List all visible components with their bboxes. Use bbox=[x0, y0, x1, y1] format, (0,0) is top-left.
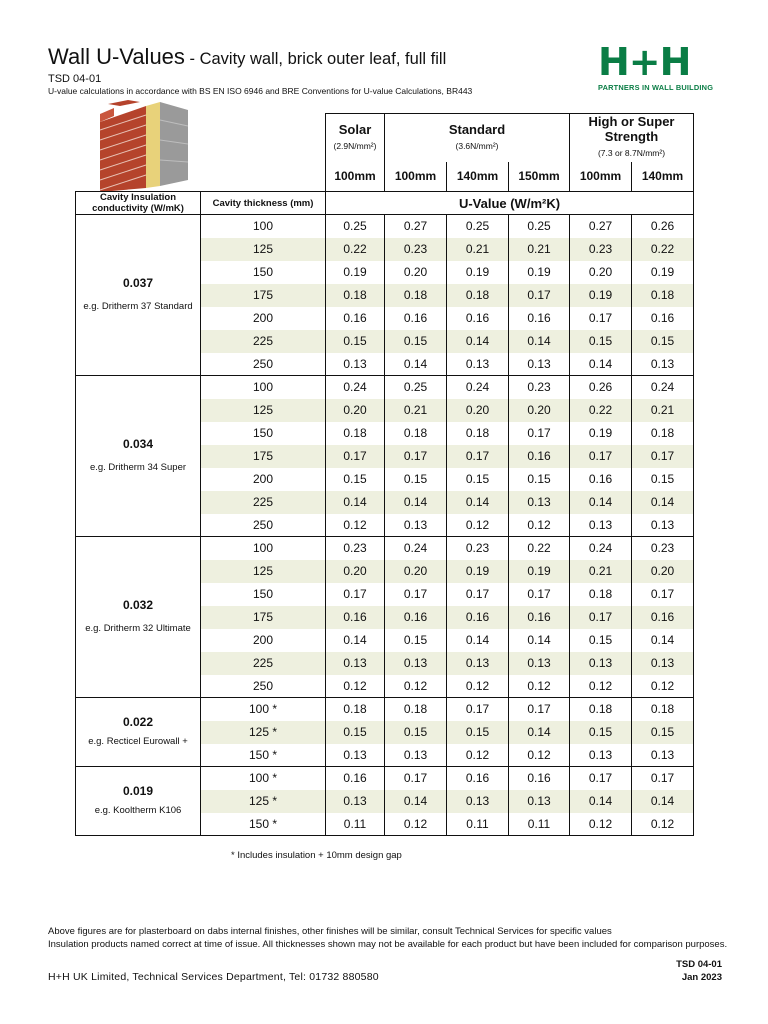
u-value-cell: 0.24 bbox=[326, 376, 385, 399]
insulation-cell bbox=[76, 537, 201, 698]
cavity-thickness: 175 bbox=[201, 445, 326, 468]
u-value-cell: 0.20 bbox=[385, 560, 447, 583]
u-value-cell: 0.23 bbox=[632, 537, 694, 560]
u-value-cell: 0.21 bbox=[385, 399, 447, 422]
u-value-cell: 0.23 bbox=[447, 537, 509, 560]
u-value-cell: 0.22 bbox=[509, 537, 570, 560]
u-value-cell: 0.12 bbox=[509, 744, 570, 767]
cavity-thickness: 150 bbox=[201, 422, 326, 445]
thickness-column-header: Cavity thickness (mm) bbox=[201, 192, 326, 215]
u-value-cell: 0.13 bbox=[326, 790, 385, 813]
u-value-cell: 0.14 bbox=[326, 629, 385, 652]
company-contact: H+H UK Limited, Technical Services Department, Tel: 01732 880580 bbox=[48, 971, 379, 983]
cavity-thickness: 100 * bbox=[201, 698, 326, 721]
u-value-cell: 0.15 bbox=[632, 721, 694, 744]
u-value-header: U-Value (W/m²K) bbox=[326, 192, 694, 215]
u-value-cell: 0.12 bbox=[447, 675, 509, 698]
u-value-cell: 0.17 bbox=[447, 445, 509, 468]
u-value-cell: 0.25 bbox=[326, 215, 385, 238]
u-value-cell: 0.16 bbox=[509, 767, 570, 790]
cavity-thickness: 225 bbox=[201, 491, 326, 514]
u-value-cell: 0.27 bbox=[385, 215, 447, 238]
cavity-thickness: 200 bbox=[201, 629, 326, 652]
u-value-cell: 0.12 bbox=[447, 514, 509, 537]
u-value-cell: 0.14 bbox=[447, 629, 509, 652]
u-value-cell: 0.12 bbox=[326, 514, 385, 537]
u-value-cell: 0.15 bbox=[632, 468, 694, 491]
u-value-cell: 0.14 bbox=[632, 790, 694, 813]
u-value-cell: 0.25 bbox=[509, 215, 570, 238]
u-value-cell: 0.16 bbox=[632, 606, 694, 629]
u-value-cell: 0.17 bbox=[385, 583, 447, 606]
u-value-cell: 0.13 bbox=[632, 514, 694, 537]
u-value-cell: 0.15 bbox=[447, 468, 509, 491]
u-value-cell: 0.18 bbox=[326, 284, 385, 307]
u-value-cell: 0.24 bbox=[385, 537, 447, 560]
u-value-table bbox=[75, 113, 694, 836]
u-value-cell: 0.16 bbox=[632, 307, 694, 330]
u-value-cell: 0.13 bbox=[447, 652, 509, 675]
u-value-cell: 0.14 bbox=[326, 491, 385, 514]
u-value-cell: 0.16 bbox=[509, 606, 570, 629]
u-value-cell: 0.23 bbox=[509, 376, 570, 399]
u-value-cell: 0.19 bbox=[570, 422, 632, 445]
group-header-high-strength: High or Super Strength (7.3 or 8.7N/mm²) bbox=[570, 114, 694, 162]
note-products: Insulation products named correct at time of issue. All thicknesses shown may not be available for each product but have been included for comparison purposes. bbox=[48, 939, 728, 950]
u-value-cell: 0.13 bbox=[326, 744, 385, 767]
u-value-cell: 0.18 bbox=[385, 422, 447, 445]
u-value-cell: 0.15 bbox=[385, 468, 447, 491]
logo-tagline: PARTNERS IN WALL BUILDING bbox=[598, 83, 714, 92]
u-value-cell: 0.12 bbox=[509, 514, 570, 537]
u-value-cell: 0.18 bbox=[447, 284, 509, 307]
u-value-cell: 0.15 bbox=[509, 468, 570, 491]
u-value-cell: 0.12 bbox=[509, 675, 570, 698]
u-value-cell: 0.18 bbox=[385, 698, 447, 721]
u-value-cell: 0.14 bbox=[385, 491, 447, 514]
cavity-thickness: 150 bbox=[201, 261, 326, 284]
thickness-header: 140mm bbox=[632, 162, 694, 192]
cavity-thickness: 125 bbox=[201, 560, 326, 583]
u-value-cell: 0.14 bbox=[385, 353, 447, 376]
u-value-cell: 0.14 bbox=[385, 790, 447, 813]
u-value-cell: 0.14 bbox=[509, 330, 570, 353]
u-value-cell: 0.13 bbox=[385, 652, 447, 675]
u-value-cell: 0.23 bbox=[385, 238, 447, 261]
u-value-cell: 0.16 bbox=[570, 468, 632, 491]
u-value-cell: 0.19 bbox=[632, 261, 694, 284]
u-value-cell: 0.12 bbox=[326, 675, 385, 698]
insulation-example: e.g. Dritherm 37 Standard bbox=[83, 301, 193, 312]
u-value-cell: 0.17 bbox=[509, 284, 570, 307]
standards-note: U-value calculations in accordance with BS EN ISO 6946 and BRE Conventions for U-value Calculations, BR443 bbox=[48, 86, 473, 96]
table-row bbox=[76, 698, 694, 721]
group-header-standard: Standard (3.6N/mm²) bbox=[385, 114, 570, 162]
u-value-cell: 0.20 bbox=[385, 261, 447, 284]
u-value-cell: 0.18 bbox=[447, 422, 509, 445]
u-value-cell: 0.15 bbox=[570, 721, 632, 744]
cavity-thickness: 125 * bbox=[201, 790, 326, 813]
u-value-cell: 0.12 bbox=[447, 744, 509, 767]
u-value-cell: 0.12 bbox=[570, 813, 632, 836]
document-reference bbox=[640, 959, 722, 984]
u-value-cell: 0.27 bbox=[570, 215, 632, 238]
u-value-cell: 0.12 bbox=[632, 675, 694, 698]
u-value-cell: 0.13 bbox=[632, 652, 694, 675]
cavity-thickness: 225 bbox=[201, 330, 326, 353]
u-value-cell: 0.19 bbox=[509, 261, 570, 284]
u-value-cell: 0.20 bbox=[509, 399, 570, 422]
u-value-cell: 0.24 bbox=[570, 537, 632, 560]
u-value-cell: 0.15 bbox=[447, 721, 509, 744]
u-value-cell: 0.17 bbox=[447, 583, 509, 606]
u-value-cell: 0.15 bbox=[570, 330, 632, 353]
u-value-cell: 0.18 bbox=[326, 698, 385, 721]
thickness-header: 100mm bbox=[570, 162, 632, 192]
u-value-cell: 0.11 bbox=[447, 813, 509, 836]
u-value-cell: 0.23 bbox=[326, 537, 385, 560]
insulation-example: e.g. Kooltherm K106 bbox=[94, 805, 182, 816]
u-value-cell: 0.13 bbox=[570, 514, 632, 537]
insulation-cell bbox=[76, 376, 201, 537]
u-value-cell: 0.21 bbox=[509, 238, 570, 261]
cavity-thickness: 125 bbox=[201, 399, 326, 422]
u-value-cell: 0.25 bbox=[385, 376, 447, 399]
u-value-cell: 0.16 bbox=[447, 767, 509, 790]
cavity-thickness: 250 bbox=[201, 675, 326, 698]
u-value-cell: 0.18 bbox=[632, 422, 694, 445]
conductivity-value: 0.022 bbox=[122, 715, 154, 729]
u-value-cell: 0.18 bbox=[632, 284, 694, 307]
cavity-thickness: 100 bbox=[201, 537, 326, 560]
u-value-cell: 0.13 bbox=[447, 790, 509, 813]
u-value-cell: 0.15 bbox=[326, 330, 385, 353]
conductivity-value: 0.019 bbox=[122, 784, 154, 798]
u-value-cell: 0.21 bbox=[632, 399, 694, 422]
u-value-cell: 0.17 bbox=[509, 583, 570, 606]
cavity-thickness: 175 bbox=[201, 284, 326, 307]
u-value-cell: 0.14 bbox=[570, 353, 632, 376]
document-code: TSD 04-01 bbox=[48, 73, 102, 85]
u-value-cell: 0.19 bbox=[447, 560, 509, 583]
hh-logo bbox=[598, 40, 722, 96]
u-value-cell: 0.16 bbox=[326, 767, 385, 790]
u-value-cell: 0.15 bbox=[326, 468, 385, 491]
cavity-thickness: 100 bbox=[201, 215, 326, 238]
u-value-cell: 0.18 bbox=[570, 583, 632, 606]
conductivity-value: 0.032 bbox=[122, 598, 154, 612]
u-value-cell: 0.13 bbox=[509, 353, 570, 376]
u-value-cell: 0.19 bbox=[509, 560, 570, 583]
u-value-cell: 0.15 bbox=[385, 721, 447, 744]
u-value-cell: 0.21 bbox=[570, 560, 632, 583]
u-value-cell: 0.12 bbox=[570, 675, 632, 698]
conductivity-value: 0.037 bbox=[122, 276, 154, 290]
doc-date: Jan 2023 bbox=[681, 971, 722, 983]
u-value-cell: 0.17 bbox=[632, 767, 694, 790]
u-value-cell: 0.25 bbox=[447, 215, 509, 238]
logo-mark: H+H bbox=[598, 40, 691, 84]
u-value-cell: 0.13 bbox=[326, 353, 385, 376]
u-value-cell: 0.15 bbox=[385, 330, 447, 353]
u-value-cell: 0.14 bbox=[632, 629, 694, 652]
u-value-cell: 0.24 bbox=[447, 376, 509, 399]
u-value-cell: 0.14 bbox=[570, 790, 632, 813]
note-finishes: Above figures are for plasterboard on dabs internal finishes, other finishes will be similar, consult Technical Services for specific values bbox=[48, 926, 612, 937]
cavity-thickness: 100 bbox=[201, 376, 326, 399]
cavity-thickness: 175 bbox=[201, 606, 326, 629]
u-value-cell: 0.16 bbox=[326, 606, 385, 629]
u-value-cell: 0.12 bbox=[385, 813, 447, 836]
u-value-cell: 0.15 bbox=[570, 629, 632, 652]
u-value-cell: 0.22 bbox=[632, 238, 694, 261]
u-value-cell: 0.18 bbox=[326, 422, 385, 445]
u-value-cell: 0.15 bbox=[632, 330, 694, 353]
u-value-cell: 0.18 bbox=[632, 698, 694, 721]
thickness-header: 100mm bbox=[326, 162, 385, 192]
u-value-cell: 0.16 bbox=[509, 307, 570, 330]
u-value-cell: 0.16 bbox=[385, 307, 447, 330]
u-value-cell: 0.19 bbox=[447, 261, 509, 284]
notes bbox=[48, 925, 728, 951]
u-value-cell: 0.18 bbox=[570, 698, 632, 721]
table-row bbox=[76, 215, 694, 238]
u-value-cell: 0.13 bbox=[632, 353, 694, 376]
u-value-cell: 0.26 bbox=[570, 376, 632, 399]
table-row bbox=[76, 537, 694, 560]
u-value-cell: 0.14 bbox=[632, 491, 694, 514]
u-value-cell: 0.15 bbox=[385, 629, 447, 652]
cavity-thickness: 200 bbox=[201, 468, 326, 491]
u-value-cell: 0.13 bbox=[509, 790, 570, 813]
title-subtitle: - Cavity wall, brick outer leaf, full fill bbox=[184, 50, 447, 68]
conductivity-value: 0.034 bbox=[122, 437, 154, 451]
insulation-example: e.g. Recticel Eurowall + bbox=[88, 736, 188, 747]
cavity-thickness: 200 bbox=[201, 307, 326, 330]
cavity-thickness: 150 * bbox=[201, 813, 326, 836]
u-value-cell: 0.18 bbox=[385, 284, 447, 307]
u-value-cell: 0.17 bbox=[385, 767, 447, 790]
u-value-cell: 0.17 bbox=[570, 606, 632, 629]
u-value-cell: 0.13 bbox=[326, 652, 385, 675]
u-value-cell: 0.21 bbox=[447, 238, 509, 261]
u-value-cell: 0.17 bbox=[447, 698, 509, 721]
insulation-cell bbox=[76, 767, 201, 836]
u-value-cell: 0.17 bbox=[509, 698, 570, 721]
insulation-cell bbox=[76, 215, 201, 376]
cavity-thickness: 225 bbox=[201, 652, 326, 675]
u-value-cell: 0.20 bbox=[326, 399, 385, 422]
u-value-cell: 0.13 bbox=[385, 744, 447, 767]
u-value-cell: 0.20 bbox=[447, 399, 509, 422]
u-value-cell: 0.17 bbox=[570, 767, 632, 790]
title-main: Wall U-Values bbox=[48, 44, 185, 69]
u-value-cell: 0.12 bbox=[385, 675, 447, 698]
u-value-cell: 0.26 bbox=[632, 215, 694, 238]
u-value-cell: 0.17 bbox=[632, 583, 694, 606]
u-value-cell: 0.14 bbox=[509, 721, 570, 744]
u-value-cell: 0.17 bbox=[570, 445, 632, 468]
cavity-thickness: 125 bbox=[201, 238, 326, 261]
u-value-cell: 0.13 bbox=[447, 353, 509, 376]
doc-code: TSD 04-01 bbox=[676, 959, 722, 970]
thickness-header: 140mm bbox=[447, 162, 509, 192]
u-value-cell: 0.12 bbox=[632, 813, 694, 836]
u-value-cell: 0.16 bbox=[447, 606, 509, 629]
u-value-cell: 0.19 bbox=[570, 284, 632, 307]
u-value-cell: 0.16 bbox=[447, 307, 509, 330]
cavity-thickness: 250 bbox=[201, 353, 326, 376]
u-value-cell: 0.13 bbox=[385, 514, 447, 537]
u-value-cell: 0.16 bbox=[326, 307, 385, 330]
u-value-cell: 0.20 bbox=[632, 560, 694, 583]
u-value-cell: 0.11 bbox=[509, 813, 570, 836]
cavity-thickness: 150 * bbox=[201, 744, 326, 767]
insulation-example: e.g. Dritherm 32 Ultimate bbox=[85, 623, 191, 634]
cavity-thickness: 125 * bbox=[201, 721, 326, 744]
u-value-cell: 0.19 bbox=[326, 261, 385, 284]
table-row bbox=[76, 376, 694, 399]
u-value-cell: 0.17 bbox=[632, 445, 694, 468]
u-value-cell: 0.13 bbox=[570, 744, 632, 767]
u-value-cell: 0.22 bbox=[326, 238, 385, 261]
u-value-cell: 0.14 bbox=[447, 491, 509, 514]
u-value-cell: 0.20 bbox=[326, 560, 385, 583]
table-row bbox=[76, 767, 694, 790]
u-value-cell: 0.14 bbox=[570, 491, 632, 514]
conductivity-column-header: Cavity Insulation conductivity (W/mK) bbox=[76, 192, 201, 215]
cavity-thickness: 250 bbox=[201, 514, 326, 537]
u-value-cell: 0.17 bbox=[326, 583, 385, 606]
u-value-cell: 0.17 bbox=[385, 445, 447, 468]
insulation-example: e.g. Dritherm 34 Super bbox=[89, 462, 187, 473]
thickness-header: 100mm bbox=[385, 162, 447, 192]
u-value-cell: 0.17 bbox=[509, 422, 570, 445]
thickness-header: 150mm bbox=[509, 162, 570, 192]
u-value-cell: 0.13 bbox=[570, 652, 632, 675]
u-value-cell: 0.17 bbox=[326, 445, 385, 468]
u-value-cell: 0.13 bbox=[632, 744, 694, 767]
u-value-cell: 0.24 bbox=[632, 376, 694, 399]
insulation-cell bbox=[76, 698, 201, 767]
footnote: * Includes insulation + 10mm design gap bbox=[231, 850, 402, 861]
u-value-cell: 0.13 bbox=[509, 652, 570, 675]
u-value-cell: 0.11 bbox=[326, 813, 385, 836]
u-value-cell: 0.23 bbox=[570, 238, 632, 261]
u-value-cell: 0.17 bbox=[570, 307, 632, 330]
u-value-cell: 0.20 bbox=[570, 261, 632, 284]
u-value-cell: 0.14 bbox=[509, 629, 570, 652]
cavity-thickness: 100 * bbox=[201, 767, 326, 790]
u-value-cell: 0.22 bbox=[570, 399, 632, 422]
u-value-cell: 0.13 bbox=[509, 491, 570, 514]
cavity-thickness: 150 bbox=[201, 583, 326, 606]
u-value-cell: 0.14 bbox=[447, 330, 509, 353]
u-value-cell: 0.16 bbox=[509, 445, 570, 468]
group-header-solar: Solar (2.9N/mm²) bbox=[326, 114, 385, 162]
u-value-cell: 0.15 bbox=[326, 721, 385, 744]
u-value-cell: 0.16 bbox=[385, 606, 447, 629]
